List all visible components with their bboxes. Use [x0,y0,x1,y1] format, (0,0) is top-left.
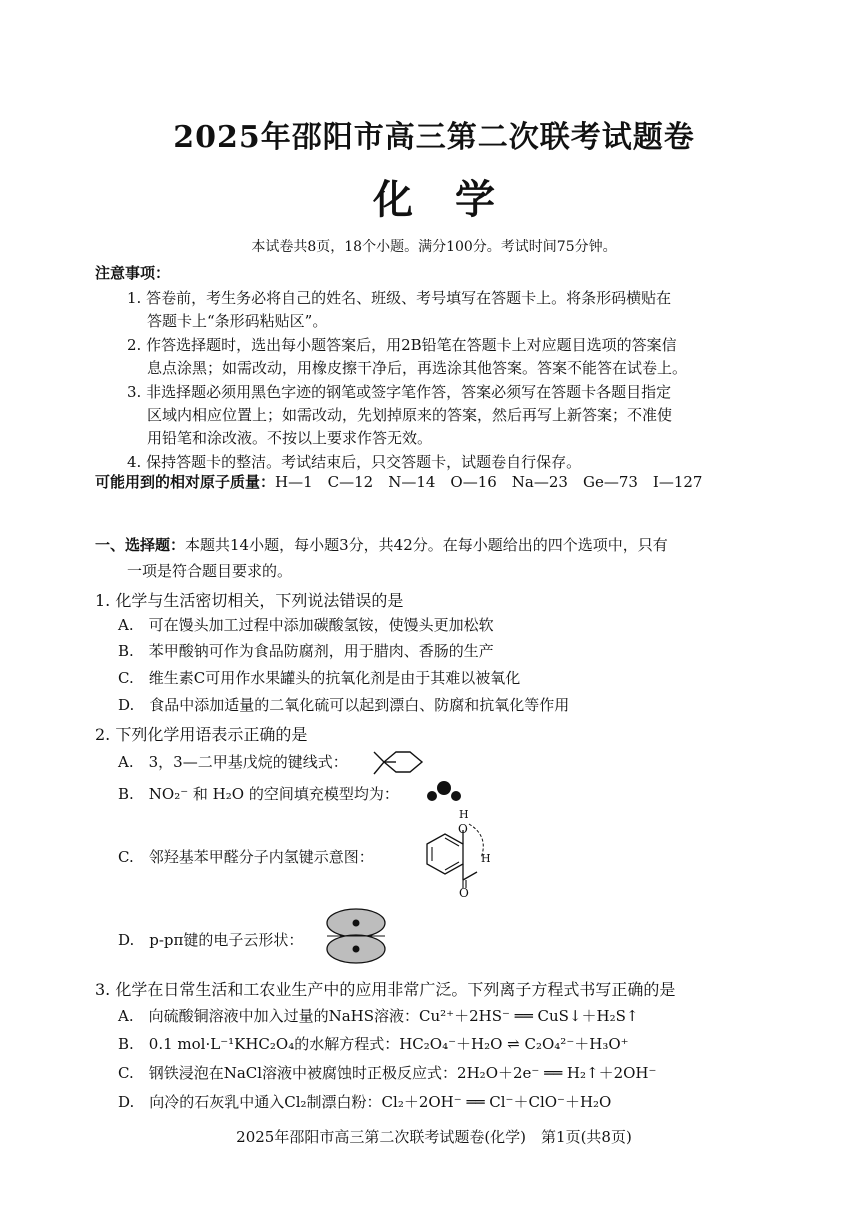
page-footer: 2025年邵阳市高三第二次联考试题卷(化学) 第1页(共8页) [236,1128,632,1146]
note-line: 答题卡上“条形码粘贴区”。 [147,312,328,330]
q1-option-b: B. 苯甲酸钠可作为食品防腐剂，用于腊肉、香肠的生产 [118,642,494,660]
q3-stem: 3. 化学在日常生活和工农业生产中的应用非常广泛。下列离子方程式书写正确的是 [95,980,676,999]
atom-label-h: H [459,808,469,821]
q1-option-c: C. 维生素C可用作水果罐头的抗氧化剂是由于其难以被氧化 [118,669,521,687]
section-1-line2: 一项是符合题目要求的。 [127,562,293,580]
subject-title: 化学 [373,176,537,223]
q3-option-a: A. 向硫酸铜溶液中加入过量的NaHS溶液：Cu²⁺＋2HS⁻ ══ CuS↓＋H₂S↑ [118,1007,639,1025]
q1-option-a: A. 可在馒头加工过程中添加碳酸氢铵，使馒头更加松软 [118,616,494,634]
q2-option-a: A. 3，3—二甲基戊烷的键线式： [118,753,348,771]
q3-option-b: B. 0.1 mol·L⁻¹KHC₂O₄的水解方程式：HC₂O₄⁻＋H₂O ⇌ C₂O₄²⁻＋H₃O⁺ [118,1035,629,1053]
q2-stem: 2. 下列化学用语表示正确的是 [95,725,308,744]
notes-heading: 注意事项： [95,264,171,282]
atom-label-h: H [481,852,491,865]
note-line: 2. 作答选择题时，选出每小题答案后，用2B铅笔在答题卡上对应题目选项的答案信 [127,336,677,354]
q1-stem: 1. 化学与生活密切相关，下列说法错误的是 [95,591,404,610]
note-line: 用铅笔和涂改液。不按以上要求作答无效。 [147,429,433,447]
note-line: 1. 答卷前，考生务必将自己的姓名、班级、考号填写在答题卡上。将条形码横贴在 [127,289,672,307]
atomic-mass-label: 可能用到的相对原子质量： [95,473,276,491]
note-line: 区域内相应位置上；如需改动，先划掉原来的答案，然后再写上新答案；不准使 [147,406,673,424]
atomic-mass-line [95,471,702,492]
q1-option-d: D. 食品中添加适量的二氧化硫可以起到漂白、防腐和抗氧化等作用 [118,696,570,714]
section-1-text: 本题共14小题，每小题3分，共42分。在每小题给出的四个选项中，只有 [185,536,668,554]
note-line: 息点涂黑；如需改动，用橡皮擦干净后，再选涂其他答案。答案不能答在试卷上。 [147,359,688,377]
skeletal-formula-diagram [372,748,428,776]
q3-option-c: C. 钢铁浸泡在NaCl溶液中被腐蚀时正极反应式：2H₂O＋2e⁻ ══ H₂↑＋2OH⁻ [118,1064,657,1082]
section-1-line1 [95,534,668,555]
q2-option-c: C. 邻羟基苯甲醛分子内氢键示意图： [118,848,374,866]
section-1-heading: 一、选择题： [95,536,186,554]
note-line: 3. 非选择题必须用黑色字迹的钢笔或签字笔作答，答案必须写在答题卡各题目指定 [127,383,672,401]
atom-label-o: O [459,886,469,900]
space-filling-model-diagram [424,778,464,804]
atomic-mass-values: H—1 C—12 N—14 O—16 Na—23 Ge—73 I—127 [275,473,703,491]
atom-label-o: O [458,822,468,836]
pi-bond-cloud-diagram [325,905,387,967]
exam-title: 2025年邵阳市高三第二次联考试题卷 [173,120,695,155]
exam-info: 本试卷共8页，18个小题。满分100分。考试时间75分钟。 [251,239,617,255]
q2-option-b: B. NO₂⁻ 和 H₂O 的空间填充模型均为： [118,785,399,803]
q2-option-d: D. p-pπ键的电子云形状： [118,931,304,949]
q3-option-d: D. 向冷的石灰乳中通入Cl₂制漂白粉：Cl₂＋2OH⁻ ══ Cl⁻＋ClO⁻＋H₂O [118,1093,612,1111]
note-line: 4. 保持答题卡的整洁。考试结束后，只交答题卡，试题卷自行保存。 [127,453,582,471]
